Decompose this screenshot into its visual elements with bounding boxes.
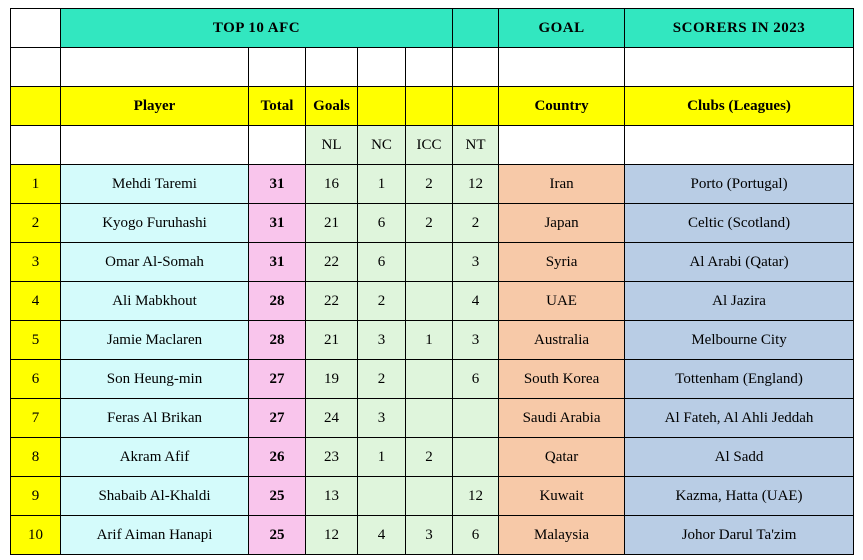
cell-total: 25: [249, 516, 306, 555]
spacer-row: [11, 48, 854, 87]
cell-clubs: Al Fateh, Al Ahli Jeddah: [625, 399, 854, 438]
subheader-row: [11, 126, 854, 165]
header-total: Total: [249, 87, 306, 126]
header-country: Country: [499, 87, 625, 126]
table-row: [11, 477, 854, 516]
cell-icc: [406, 399, 453, 438]
cell-player: Akram Afif: [61, 438, 249, 477]
cell-icc: 2: [406, 165, 453, 204]
cell-player: Omar Al-Somah: [61, 243, 249, 282]
cell-rank: 10: [11, 516, 61, 555]
cell-nl: 12: [306, 516, 358, 555]
cell-nl: 24: [306, 399, 358, 438]
subheader-total: [249, 126, 306, 165]
cell-icc: [406, 477, 453, 516]
header-clubs: Clubs (Leagues): [625, 87, 854, 126]
cell-rank: 5: [11, 321, 61, 360]
cell-rank: 3: [11, 243, 61, 282]
cell-nl: 23: [306, 438, 358, 477]
cell-nt: 3: [453, 321, 499, 360]
cell-nl: 21: [306, 321, 358, 360]
subheader-nc: NC: [358, 126, 406, 165]
cell-nl: 21: [306, 204, 358, 243]
subheader-clubs: [625, 126, 854, 165]
scorers-title-cell: SCORERS IN 2023: [625, 9, 854, 48]
cell-nc: 2: [358, 360, 406, 399]
goal-title-cell: GOAL: [499, 9, 625, 48]
cell-rank: 9: [11, 477, 61, 516]
cell-clubs: Kazma, Hatta (UAE): [625, 477, 854, 516]
cell-country: Syria: [499, 243, 625, 282]
cell-nl: 22: [306, 243, 358, 282]
cell-rank: 8: [11, 438, 61, 477]
table-row: [11, 204, 854, 243]
table-row: [11, 516, 854, 555]
cell-country: Japan: [499, 204, 625, 243]
cell-icc: 1: [406, 321, 453, 360]
cell-nc: [358, 477, 406, 516]
cell-country: Saudi Arabia: [499, 399, 625, 438]
header-player: Player: [61, 87, 249, 126]
cell-country: Australia: [499, 321, 625, 360]
cell-player: Feras Al Brikan: [61, 399, 249, 438]
cell-nc: 1: [358, 438, 406, 477]
spacer-cell-1: [11, 48, 61, 87]
subheader-rank: [11, 126, 61, 165]
cell-clubs: Porto (Portugal): [625, 165, 854, 204]
cell-nt: [453, 399, 499, 438]
cell-rank: 6: [11, 360, 61, 399]
header-nc: [358, 87, 406, 126]
header-icc: [406, 87, 453, 126]
table-row: [11, 243, 854, 282]
cell-nl: 22: [306, 282, 358, 321]
cell-nc: 3: [358, 399, 406, 438]
cell-clubs: Tottenham (England): [625, 360, 854, 399]
spreadsheet-table: [10, 8, 853, 555]
table-row: [11, 282, 854, 321]
cell-country: Malaysia: [499, 516, 625, 555]
cell-country: Kuwait: [499, 477, 625, 516]
cell-rank: 2: [11, 204, 61, 243]
header-goals: Goals: [306, 87, 358, 126]
header-row: [11, 87, 854, 126]
title-row-spacer: [453, 9, 499, 48]
spacer-cell-7: [453, 48, 499, 87]
cell-nl: 16: [306, 165, 358, 204]
cell-total: 31: [249, 204, 306, 243]
cell-player: Jamie Maclaren: [61, 321, 249, 360]
subheader-icc: ICC: [406, 126, 453, 165]
cell-nt: 6: [453, 516, 499, 555]
cell-country: South Korea: [499, 360, 625, 399]
cell-player: Shabaib Al-Khaldi: [61, 477, 249, 516]
spacer-cell-3: [249, 48, 306, 87]
cell-total: 26: [249, 438, 306, 477]
cell-clubs: Celtic (Scotland): [625, 204, 854, 243]
cell-player: Son Heung-min: [61, 360, 249, 399]
table-row: [11, 321, 854, 360]
cell-rank: 4: [11, 282, 61, 321]
spacer-cell-9: [625, 48, 854, 87]
table-row: [11, 360, 854, 399]
cell-total: 27: [249, 360, 306, 399]
cell-total: 31: [249, 165, 306, 204]
cell-player: Kyogo Furuhashi: [61, 204, 249, 243]
cell-nc: 1: [358, 165, 406, 204]
cell-nl: 19: [306, 360, 358, 399]
subheader-nt: NT: [453, 126, 499, 165]
cell-clubs: Johor Darul Ta'zim: [625, 516, 854, 555]
spacer-cell-4: [306, 48, 358, 87]
title-row-blank: [11, 9, 61, 48]
cell-rank: 1: [11, 165, 61, 204]
cell-country: Qatar: [499, 438, 625, 477]
cell-icc: 2: [406, 438, 453, 477]
cell-clubs: Al Arabi (Qatar): [625, 243, 854, 282]
table-row: [11, 165, 854, 204]
cell-player: Ali Mabkhout: [61, 282, 249, 321]
cell-country: UAE: [499, 282, 625, 321]
cell-icc: [406, 243, 453, 282]
cell-nt: 4: [453, 282, 499, 321]
spacer-cell-6: [406, 48, 453, 87]
cell-total: 25: [249, 477, 306, 516]
cell-total: 28: [249, 282, 306, 321]
cell-nt: 12: [453, 165, 499, 204]
cell-player: Arif Aiman Hanapi: [61, 516, 249, 555]
cell-nt: [453, 438, 499, 477]
cell-total: 28: [249, 321, 306, 360]
top-scorers-table: [10, 8, 854, 555]
cell-icc: 3: [406, 516, 453, 555]
table-row: [11, 399, 854, 438]
cell-nt: 2: [453, 204, 499, 243]
cell-nc: 2: [358, 282, 406, 321]
cell-player: Mehdi Taremi: [61, 165, 249, 204]
cell-total: 27: [249, 399, 306, 438]
cell-clubs: Al Jazira: [625, 282, 854, 321]
spacer-cell-2: [61, 48, 249, 87]
cell-nc: 6: [358, 204, 406, 243]
cell-nc: 3: [358, 321, 406, 360]
cell-icc: 2: [406, 204, 453, 243]
cell-icc: [406, 282, 453, 321]
spacer-cell-8: [499, 48, 625, 87]
cell-nt: 3: [453, 243, 499, 282]
cell-nc: 4: [358, 516, 406, 555]
cell-clubs: Melbourne City: [625, 321, 854, 360]
top-title-cell: TOP 10 AFC: [61, 9, 453, 48]
subheader-player: [61, 126, 249, 165]
cell-nt: 12: [453, 477, 499, 516]
cell-icc: [406, 360, 453, 399]
table-row: [11, 438, 854, 477]
spacer-cell-5: [358, 48, 406, 87]
cell-rank: 7: [11, 399, 61, 438]
cell-clubs: Al Sadd: [625, 438, 854, 477]
cell-country: Iran: [499, 165, 625, 204]
subheader-country: [499, 126, 625, 165]
title-row: [11, 9, 854, 48]
subheader-nl: NL: [306, 126, 358, 165]
cell-total: 31: [249, 243, 306, 282]
header-rank: [11, 87, 61, 126]
cell-nt: 6: [453, 360, 499, 399]
cell-nl: 13: [306, 477, 358, 516]
cell-nc: 6: [358, 243, 406, 282]
header-nt: [453, 87, 499, 126]
